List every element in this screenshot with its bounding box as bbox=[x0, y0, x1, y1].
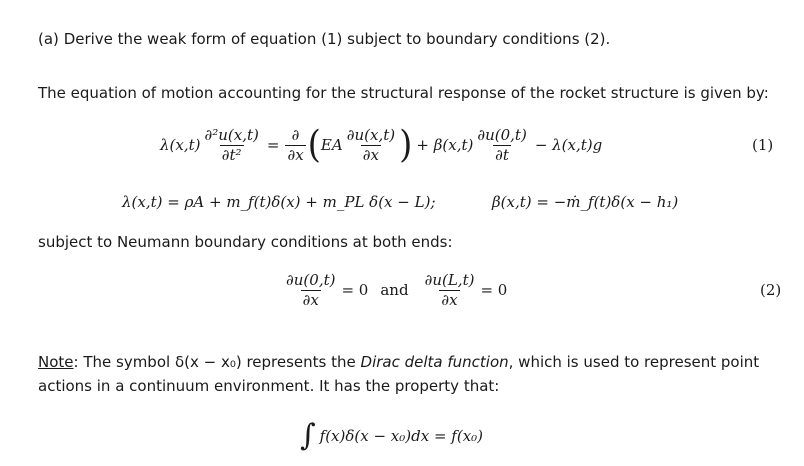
eq2-left-eq: = 0 bbox=[341, 281, 369, 299]
eq1-d2u-num: ∂²u(x,t) bbox=[204, 125, 259, 144]
eq1-du0-dt bbox=[475, 127, 528, 164]
eq1-tail: − λ(x,t)g bbox=[534, 136, 603, 154]
eq1-dx-den: ∂x bbox=[287, 145, 304, 164]
eq1-dt2-den: ∂t² bbox=[221, 145, 242, 164]
eq2-left-num: ∂u(0,t) bbox=[286, 270, 336, 289]
note-text-after: , which is used to represent point actions in a continuum environment. It has the property that: bbox=[38, 353, 760, 395]
eq1-du-dx bbox=[345, 127, 397, 164]
task-text: Derive the weak form of equation (1) subject to boundary conditions (2). bbox=[63, 30, 611, 48]
eq2-number: (2) bbox=[760, 281, 782, 299]
eq1-du-num: ∂u(x,t) bbox=[346, 125, 396, 144]
integral-body: f(x)δ(x − x₀)dx = f(x₀) bbox=[319, 427, 484, 445]
beta-definition: β(x,t) = −ṁ_f(t)δ(x − h₁) bbox=[492, 193, 679, 211]
eq1-beta: + β(x,t) bbox=[416, 136, 474, 154]
eq2-right-frac bbox=[423, 272, 477, 309]
equation-1 bbox=[160, 121, 602, 169]
eq1-number: (1) bbox=[752, 136, 774, 154]
note-paragraph bbox=[38, 350, 798, 398]
eq1-ea: EA bbox=[320, 136, 343, 154]
eq2-right-den: ∂x bbox=[441, 290, 458, 309]
eq2-right-num: ∂u(L,t) bbox=[424, 270, 475, 289]
integral-identity bbox=[300, 418, 483, 454]
integral-sign: ∫ bbox=[300, 418, 316, 453]
eq1-dt-den: ∂t bbox=[495, 145, 509, 164]
eq1-d2u-dt2 bbox=[202, 127, 260, 164]
eq2-right-eq: = 0 bbox=[480, 281, 508, 299]
note-text-before: : The symbol δ(x − x₀) represents the bbox=[73, 353, 361, 371]
note-emph: Dirac delta function bbox=[360, 353, 509, 371]
eq2-and: and bbox=[380, 281, 409, 299]
eq1-du0-num: ∂u(0,t) bbox=[477, 125, 527, 144]
eq2-left-den: ∂x bbox=[302, 290, 319, 309]
intro-text: The equation of motion accounting for the structural response of the rocket structure is given by: bbox=[38, 84, 769, 102]
eq1-lambda: λ(x,t) bbox=[160, 136, 201, 154]
task-line bbox=[38, 30, 610, 48]
part-label: (a) bbox=[38, 30, 59, 48]
eq1-dx-den2: ∂x bbox=[362, 145, 380, 164]
eq1-right-paren: ) bbox=[399, 123, 413, 167]
eq2-left-frac bbox=[284, 272, 337, 309]
eq1-d-dx bbox=[285, 127, 305, 164]
eq1-left-paren: ( bbox=[307, 123, 321, 167]
bc-intro-text: subject to Neumann boundary conditions at both ends: bbox=[38, 233, 453, 251]
note-label: Note bbox=[38, 353, 74, 371]
lambda-definition: λ(x,t) = ρA + m_f(t)δ(x) + m_PL δ(x − L); bbox=[122, 193, 436, 211]
equation-2 bbox=[282, 266, 507, 314]
eq1-equals: = bbox=[266, 136, 280, 154]
eq1-d-num: ∂ bbox=[291, 125, 300, 144]
